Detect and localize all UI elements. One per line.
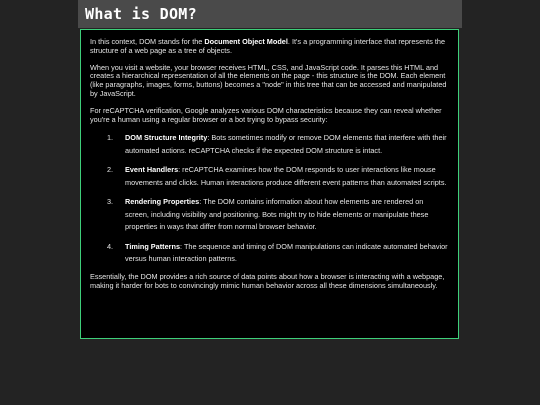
list-item-term: Timing Patterns — [125, 241, 181, 251]
intro-text-end: . It's a programming interface that represents the structure of a web page as a tree of objects. — [90, 37, 446, 55]
list-item — [90, 132, 449, 157]
parsing-paragraph: When you visit a website, your browser receives HTML, CSS, and JavaScript code. It parses this HTML and creates a hierarchical representation of all the elements on the page - this structure is the DOM. Each element (like paragraphs, images, forms, buttons) becomes a "node" in this tree that can be accessed and manipulated by JavaScript. — [90, 62, 447, 98]
list-item-number: 3. — [107, 197, 114, 207]
page-title: What is DOM? — [85, 5, 197, 23]
list-item-term: DOM Structure Integrity — [125, 133, 208, 143]
characteristics-list — [90, 132, 449, 266]
list-item — [90, 196, 449, 234]
list-item-number: 4. — [107, 241, 114, 251]
intro-bold-term: Document Object Model — [204, 37, 288, 46]
intro-text-start: In this context, DOM stands for the — [90, 37, 205, 46]
summary-paragraph: Essentially, the DOM provides a rich source of data points about how a browser is interacting with a webpage, making it harder for bots to convincingly mimic human behavior across all these dimensions simultaneously. — [90, 271, 445, 290]
recaptcha-paragraph: For reCAPTCHA verification, Google analyzes various DOM characteristics because they can reveal whether you're a human using a regular browser or a bot trying to bypass security: — [90, 105, 442, 124]
list-item-number: 2. — [107, 165, 114, 175]
list-item-term: Event Handlers — [125, 165, 179, 175]
list-item-text: : The sequence and timing of DOM manipulations can indicate automated behavior versus human interaction patterns. — [125, 241, 448, 264]
list-item — [90, 241, 449, 266]
intro-paragraph — [90, 38, 449, 56]
content-panel — [80, 29, 459, 339]
header-bar — [78, 0, 462, 28]
list-item-text: : The DOM contains information about how elements are rendered on screen, including visibility and positioning. Bots might try to hide elements or manipulate these properties in ways that differ from normal browser behavior. — [125, 197, 429, 232]
list-item-text: : reCAPTCHA examines how the DOM responds to user interactions like mouse movements and clicks. Human interactions produce different event patterns than automated scripts. — [125, 165, 447, 187]
list-item — [90, 164, 449, 189]
list-item-term: Rendering Properties — [125, 197, 200, 207]
list-item-text: : Bots sometimes modify or remove DOM elements that interfere with their automated actions. reCAPTCHA checks if the expected DOM structure is intact. — [125, 133, 447, 155]
list-item-number: 1. — [107, 133, 114, 143]
